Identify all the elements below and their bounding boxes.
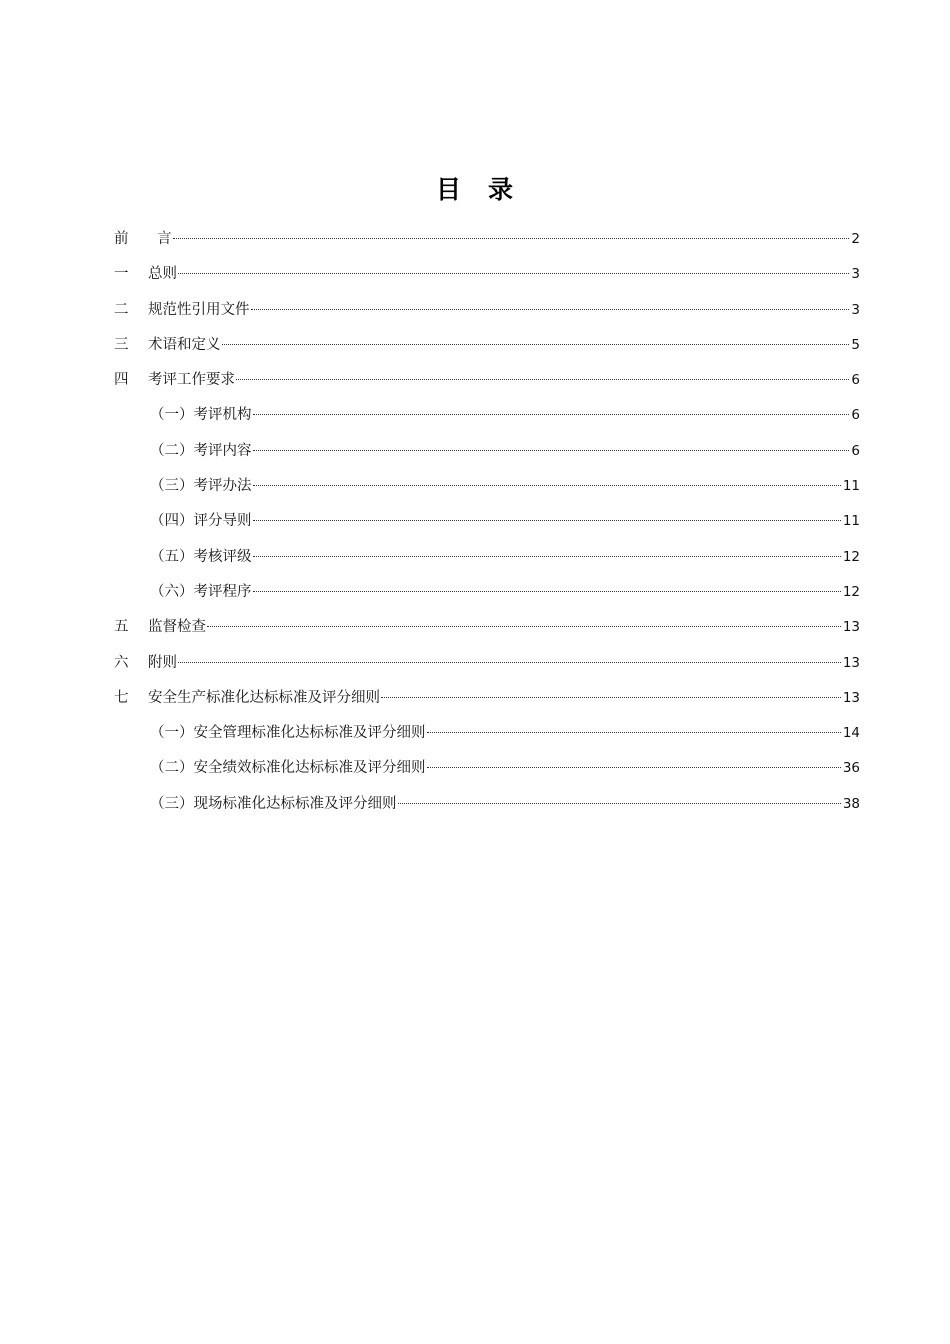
toc-entry-text: 监督检查 [148, 619, 206, 636]
toc-title: 目 录 [435, 175, 514, 204]
dot-leader [236, 378, 849, 380]
toc-entry-number: 一 [114, 266, 129, 283]
toc-entry[interactable] [114, 716, 860, 751]
toc-entry-page-number: 12 [842, 583, 860, 600]
toc-entry-page-number: 6 [851, 372, 860, 389]
dot-leader [253, 555, 841, 557]
toc-entry-number: 七 [114, 689, 129, 706]
dot-leader [251, 308, 850, 310]
dot-leader [207, 625, 841, 627]
toc-entry-page-number: 3 [851, 266, 860, 283]
toc-entry-number: 四 [114, 372, 129, 389]
toc-entry-page-number: 13 [842, 689, 860, 706]
dot-leader [253, 519, 841, 521]
toc-entry-text: 总则 [148, 266, 177, 283]
toc-entry-page-number: 14 [842, 725, 860, 742]
toc-entry-text: （一）安全管理标准化达标标准及评分细则 [150, 725, 426, 742]
dot-leader [427, 731, 841, 733]
toc-entry-page-number: 11 [842, 478, 860, 495]
toc-entry[interactable] [114, 222, 860, 257]
toc-entry-number: 三 [114, 336, 129, 353]
toc-entry[interactable] [114, 363, 860, 398]
toc-entry[interactable] [114, 469, 860, 504]
toc-entry[interactable] [114, 504, 860, 539]
toc-entry[interactable] [114, 646, 860, 681]
toc-entry-page-number: 2 [851, 231, 860, 247]
toc-entry[interactable] [114, 751, 860, 786]
toc-entry-text: 规范性引用文件 [148, 301, 250, 318]
toc-entry-text: （二）安全绩效标准化达标标准及评分细则 [150, 760, 426, 777]
dot-leader [253, 484, 841, 486]
toc-entry-text: （三）现场标准化达标标准及评分细则 [150, 795, 397, 812]
toc-entry-text: （三）考评办法 [150, 478, 252, 495]
toc-entry-page-number: 36 [842, 760, 860, 777]
toc-entry[interactable] [114, 434, 860, 469]
toc-entry-page-number: 3 [851, 301, 860, 318]
toc-entry-text: （五）考核评级 [150, 548, 252, 565]
toc-entry[interactable] [114, 293, 860, 328]
toc-entry-text: 安全生产标准化达标标准及评分细则 [148, 689, 380, 706]
toc-entry-page-number: 38 [842, 795, 860, 812]
toc-entry-number: 二 [114, 301, 129, 318]
toc-entry-page-number: 13 [842, 619, 860, 636]
toc-entry-number: 前 [114, 231, 129, 247]
toc-entry[interactable] [114, 610, 860, 645]
toc-entry-page-number: 6 [851, 442, 860, 459]
toc-entry-text: 术语和定义 [148, 336, 221, 353]
dot-leader [253, 590, 841, 592]
toc-entry-number: 六 [114, 654, 129, 671]
dot-leader [253, 413, 850, 415]
toc-entry-page-number: 5 [851, 336, 860, 353]
toc-entry[interactable] [114, 575, 860, 610]
dot-leader [398, 802, 841, 804]
toc-entry-page-number: 12 [842, 548, 860, 565]
toc-entry-page-number: 13 [842, 654, 860, 671]
toc-entry[interactable] [114, 398, 860, 433]
toc-entry-text: 言 [157, 231, 172, 247]
toc-entry[interactable] [114, 540, 860, 575]
toc-entry[interactable] [114, 257, 860, 292]
toc-entry-page-number: 6 [851, 407, 860, 424]
dot-leader [381, 696, 841, 698]
toc-entry-number: 五 [114, 619, 129, 636]
toc-entry-text: （二）考评内容 [150, 442, 252, 459]
dot-leader [253, 449, 850, 451]
toc-entry-text: （六）考评程序 [150, 583, 252, 600]
toc-entry-text: 附则 [148, 654, 177, 671]
toc-entry-text: 考评工作要求 [148, 372, 235, 389]
toc-entry-text: （一）考评机构 [150, 407, 252, 424]
dot-leader [222, 343, 850, 345]
toc-entry-page-number: 11 [842, 513, 860, 530]
dot-leader [427, 766, 841, 768]
dot-leader [178, 661, 841, 663]
toc-entry-text: （四）评分导则 [150, 513, 252, 530]
toc-entry[interactable] [114, 681, 860, 716]
toc-list [114, 222, 860, 822]
toc-entry[interactable] [114, 328, 860, 363]
dot-leader [173, 237, 850, 239]
toc-entry[interactable] [114, 787, 860, 822]
dot-leader [178, 272, 849, 274]
